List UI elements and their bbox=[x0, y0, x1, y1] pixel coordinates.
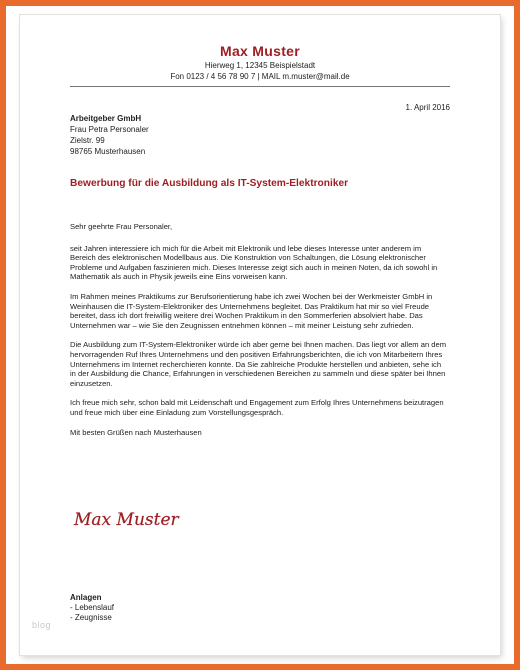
paragraph-3: Die Ausbildung zum IT-System-Elektroniker würde ich aber gerne bei Ihnen machen. Das liegt vor allem an dem hervorragenden Ruf Ihres Unternehmens und den positiven Erfahrungsberichten, die ich von Mitarbeitern Ihres Unternehmens im Internet recherchieren konnte. Da Sie zahlreiche Produkte herstellen und anbieten, sehe ich in der Ausbildung die Chance, Erfahrungen in verschiedenen Bereichen zu sammeln und diese später bei Ihnen einzusetzen. bbox=[70, 340, 447, 388]
closing: Mit besten Grüßen nach Musterhausen bbox=[70, 427, 202, 437]
recipient-city: 98765 Musterhausen bbox=[70, 147, 146, 156]
recipient-street: Zielstr. 99 bbox=[70, 136, 105, 145]
watermark: blog bbox=[32, 620, 52, 630]
handwritten-signature bbox=[72, 506, 182, 532]
recipient-person: Frau Petra Personaler bbox=[70, 125, 149, 134]
attachment-item: - Zeugnisse bbox=[70, 613, 112, 622]
sender-address: Hierweg 1, 12345 Beispielstadt bbox=[204, 61, 316, 70]
paragraph-1: seit Jahren interessiere ich mich für die Arbeit mit Elektronik und lebe dieses Interesse unter anderem im Bereich des elektronischen Modellbaus aus. Die Konstruktion von Schaltungen, die Lösung elektronischer Probleme und Aufgaben faszinieren mich. Dieses Interesse zeigt sich auch in meinen Noten, da ich sowohl in Mathematik als auch in Physik jeweils eine Eins vorweisen kann. bbox=[70, 243, 438, 282]
letter-body bbox=[70, 222, 448, 447]
attachments-title: Anlagen bbox=[70, 593, 102, 602]
attachment-item: - Lebenslauf bbox=[70, 603, 115, 612]
letter-page bbox=[20, 15, 500, 655]
attachments bbox=[70, 593, 114, 623]
letter-subject: Bewerbung für die Ausbildung als IT-System-Elektroniker bbox=[70, 178, 349, 189]
salutation: Sehr geehrte Frau Personaler, bbox=[70, 222, 173, 231]
signature-text: Max Muster bbox=[74, 510, 179, 530]
recipient-block bbox=[70, 113, 149, 157]
header-divider bbox=[70, 86, 450, 87]
sender-name: Max Muster bbox=[219, 43, 301, 59]
recipient-company: Arbeitgeber GmbH bbox=[70, 114, 142, 123]
paragraph-4: Ich freue mich sehr, schon bald mit Leidenschaft und Engagement zum Erfolg Ihres Unternehmens beizutragen und freue mich über eine Einladung zum Vorstellungsgespräch. bbox=[70, 398, 444, 417]
letter-date: 1. April 2016 bbox=[405, 103, 450, 112]
sender-contact: Fon 0123 / 4 56 78 90 7 | MAIL m.muster@mail.de bbox=[170, 72, 350, 81]
paragraph-2: Im Rahmen meines Praktikums zur Berufsorientierung habe ich zwei Wochen bei der Werkmeister GmbH in Weinhausen die IT-System-Elektroniker des Unternehmens begleitet. Das Praktikum hat mir so viel Freude bereitet, dass ich dort freiwillig weitere drei Wochen Praktikum in den Sommerferien absolviert habe. Das Unternehmen war – wie Sie den Zeugnissen entnehmen können – mit meiner Leistung sehr zufrieden. bbox=[70, 291, 433, 330]
